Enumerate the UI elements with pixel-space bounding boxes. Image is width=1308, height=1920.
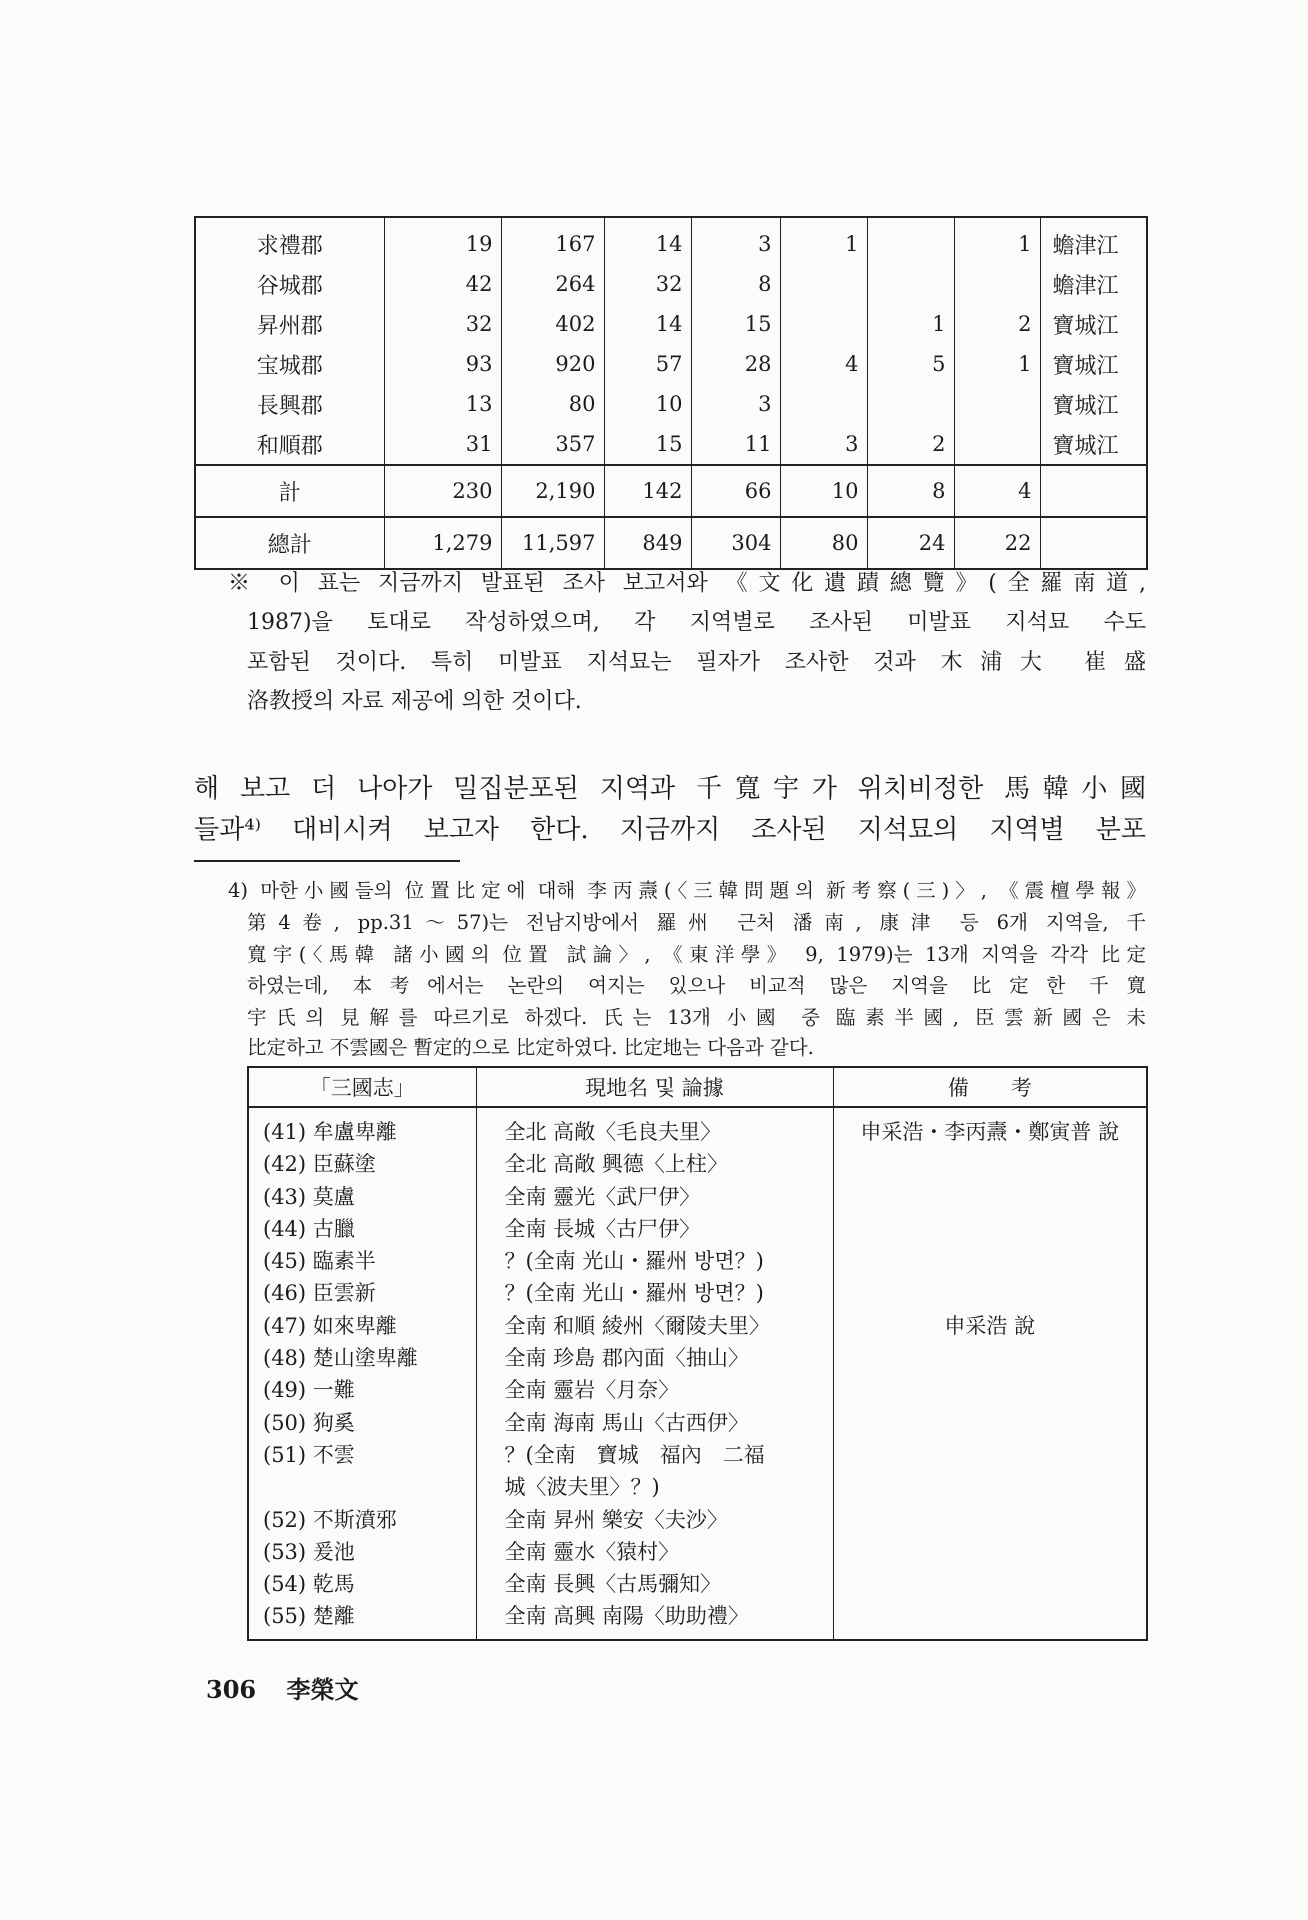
count-cell [954,384,1040,424]
table-cell-line [834,1600,1147,1632]
count-cell: 3 [780,424,867,465]
count-cell: 4 [954,465,1040,517]
count-cell: 167 [501,217,604,264]
table-cell-line: (48) 楚山塗卑離 [263,1346,418,1371]
count-cell: 230 [384,465,501,517]
table-cell-line [834,1342,1147,1374]
table-cell-line: (46) 臣雲新 [263,1281,376,1306]
district-name: 昇州郡 [195,304,384,344]
count-cell: 849 [604,517,691,569]
river-name: 寶城江 [1040,344,1147,384]
count-cell: 142 [604,465,691,517]
count-cell [780,264,867,304]
table-cell-line: (51) 不雲 [263,1442,355,1467]
district-name: 求禮郡 [195,217,384,264]
table-cell-line: (45) 臨素半 [263,1249,376,1274]
count-cell: 42 [384,264,501,304]
table-cell-line [249,1471,476,1503]
author-name: 李榮文 [286,1675,359,1704]
count-cell: 3 [691,384,780,424]
table-cell-line [834,1504,1147,1536]
table-row [195,424,1147,465]
table-cell-line: 申采浩・李丙燾・鄭寅普 說 [860,1120,1120,1144]
table-cell-line: 全南 靈光〈武尸伊〉 [504,1184,701,1209]
count-cell: 4 [780,344,867,384]
river-name: 蟾津江 [1040,264,1147,304]
text-line: 들과⁴⁾ 대비시켜 보고자 한다. 지금까지 조사된 지석묘의 지역별 분포 [194,815,1146,845]
count-cell [954,424,1040,465]
count-cell: 1 [954,344,1040,384]
remarks-column [833,1107,1147,1640]
table-cell-line: (42) 臣蘇塗 [263,1152,376,1177]
table-cell-line: 城〈波夫里〉？) [504,1475,660,1500]
count-cell: 93 [384,344,501,384]
page-footer [206,1670,358,1705]
count-cell: 8 [691,264,780,304]
text-line: 洛教授의 자료 제공에 의한 것이다. [247,689,582,714]
count-cell: 1 [954,217,1040,264]
count-cell [780,304,867,344]
river-name: 寶城江 [1040,424,1147,465]
river-name: 寶城江 [1040,384,1147,424]
table-cell-line: 全南 長興〈古馬彌知〉 [504,1572,722,1597]
table-row [195,304,1147,344]
text-line: 하였는데, 本考에서는 논란의 여지는 있으나 비교적 많은 지역을 比定한 千寬 [247,974,1146,997]
text-line: 1987)을 토대로 작성하였으며, 각 지역별로 조사된 미발표 지석묘 수도 [247,610,1146,635]
table-cell-line: ？(全南 光山・羅州 방면？) [504,1249,764,1274]
count-cell: 19 [384,217,501,264]
header-current-place: 現地名 및 論據 [476,1067,833,1107]
count-cell: 15 [691,304,780,344]
table-cell-line: (54) 乾馬 [263,1572,355,1597]
table-cell-line: (53) 爰池 [263,1539,355,1564]
table-cell-line [834,1181,1147,1213]
text-line: 第4卷, pp.31～57)는 전남지방에서 羅州 근처 潘南, 康津 등 6개 지역을, 千 [247,911,1146,934]
count-cell: 28 [691,344,780,384]
count-cell: 920 [501,344,604,384]
header-remarks: 備 考 [833,1067,1147,1107]
subtotal-label: 計 [195,465,384,517]
table-cell-line: ？(全南 光山・羅州 방면？) [504,1281,764,1306]
count-cell: 14 [604,304,691,344]
count-cell: 2 [867,424,954,465]
count-cell: 402 [501,304,604,344]
count-cell: 80 [780,517,867,569]
text-line: 比定하고 不雲國은 暫定的으로 比定하였다. 比定地는 다음과 같다. [247,1036,814,1059]
count-cell [780,384,867,424]
empty-cell [1040,465,1147,517]
table-cell-line: 全南 昇州 樂安〈夫沙〉 [504,1507,728,1532]
table-cell-line: 全北 高敞〈毛良夫里〉 [504,1120,722,1144]
empty-cell [1040,517,1147,569]
text-line: 포함된 것이다. 특히 미발표 지석묘는 필자가 조사한 것과 木浦大 崔盛 [247,650,1146,675]
table-cell-line: 全南 高興 南陽〈助助禮〉 [504,1604,749,1629]
count-cell: 11 [691,424,780,465]
table-cell-line: 全南 海南 馬山〈古西伊〉 [504,1410,749,1435]
table-row [195,344,1147,384]
table-cell-line [834,1536,1147,1568]
count-cell: 8 [867,465,954,517]
count-cell: 22 [954,517,1040,569]
table-cell-line [834,1245,1147,1277]
count-cell: 3 [691,217,780,264]
total-row [195,517,1147,569]
count-cell: 57 [604,344,691,384]
table-cell-line: 全南 珍島 郡內面〈抽山〉 [504,1346,749,1371]
district-name: 谷城郡 [195,264,384,304]
table-row [195,217,1147,264]
table-cell-line [834,1148,1147,1180]
table-cell-line: (43) 莫盧 [263,1184,355,1209]
subtotal-row [195,465,1147,517]
table-cell-line [834,1407,1147,1439]
river-name: 蟾津江 [1040,217,1147,264]
district-name: 宝城郡 [195,344,384,384]
count-cell: 14 [604,217,691,264]
count-cell [954,264,1040,304]
table-cell-line: ？(全南 寶城 福內 二福 [504,1442,765,1467]
count-cell: 1,279 [384,517,501,569]
text-line: ※ 이 표는 지금까지 발표된 조사 보고서와 《文化遺蹟總覽》(全羅南道, [228,571,1147,596]
count-cell: 32 [604,264,691,304]
page-number: 306 [206,1675,257,1704]
count-cell: 1 [780,217,867,264]
table-cell-line [834,1213,1147,1245]
count-cell: 10 [780,465,867,517]
table-cell-line [834,1568,1147,1600]
table-cell-line: (47) 如來卑離 [263,1313,397,1338]
table-cell-line [834,1277,1147,1309]
table-cell-line: (41) 牟盧卑離 [263,1120,397,1144]
count-cell: 80 [501,384,604,424]
table-cell-line: (52) 不斯濆邪 [263,1507,397,1532]
table-cell-line: (44) 古臘 [263,1216,355,1241]
table-cell-line [834,1471,1147,1503]
district-name: 和順郡 [195,424,384,465]
count-cell: 10 [604,384,691,424]
mahan-country-table [247,1066,1148,1641]
count-cell: 66 [691,465,780,517]
count-cell [867,264,954,304]
count-cell: 304 [691,517,780,569]
count-cell: 2 [954,304,1040,344]
table-cell-line [834,1439,1147,1471]
footnote-separator [194,860,460,862]
text-line: 4) 마한小國들의 位置比定에 대해 李丙燾(〈三韓問題의 新考察(三)〉, 《震檀學報》 [228,879,1146,902]
count-cell: 32 [384,304,501,344]
place-column [476,1107,833,1640]
table-row [195,264,1147,304]
text-line: 해 보고 더 나아가 밀집분포된 지역과 千寬宇가 위치비정한 馬韓小國 [194,774,1146,804]
table-cell-line: (55) 楚離 [263,1604,355,1629]
text-line: 寬宇(〈馬韓 諸小國의 位置 試論〉, 《東洋學》 9, 1979)는 13개 지역을 각각 比定 [247,943,1146,966]
river-name: 寶城江 [1040,304,1147,344]
table-cell-line: 全南 和順 綾州〈爾陵夫里〉 [504,1313,770,1338]
header-samgukji: 「三國志」 [248,1067,476,1107]
count-cell: 2,190 [501,465,604,517]
count-cell: 31 [384,424,501,465]
district-dolmen-table [194,216,1148,570]
count-cell [867,217,954,264]
district-name: 長興郡 [195,384,384,424]
count-cell: 11,597 [501,517,604,569]
count-cell: 24 [867,517,954,569]
count-cell: 1 [867,304,954,344]
total-label: 總計 [195,517,384,569]
count-cell: 5 [867,344,954,384]
count-cell: 15 [604,424,691,465]
count-cell: 264 [501,264,604,304]
table-cell-line [834,1374,1147,1406]
table-cell-line: 申采浩 說 [944,1313,1036,1338]
count-cell: 357 [501,424,604,465]
text-line: 宇氏의 見解를 따르기로 하겠다. 氏는 13개 小國 중 臨素半國, 臣雲新國은 未 [247,1006,1146,1029]
table-cell-line: 全北 高敞 興德〈上柱〉 [504,1152,728,1177]
count-cell: 13 [384,384,501,424]
table-cell-line: (50) 狗奚 [263,1410,355,1435]
country-column [248,1107,476,1640]
table-cell-line: (49) 一難 [263,1378,355,1403]
table-cell-line: 全南 靈水〈猿村〉 [504,1539,680,1564]
table-cell-line: 全南 靈岩〈月奈〉 [504,1378,680,1403]
count-cell [867,384,954,424]
table-row [195,384,1147,424]
table-cell-line: 全南 長城〈古尸伊〉 [504,1216,701,1241]
